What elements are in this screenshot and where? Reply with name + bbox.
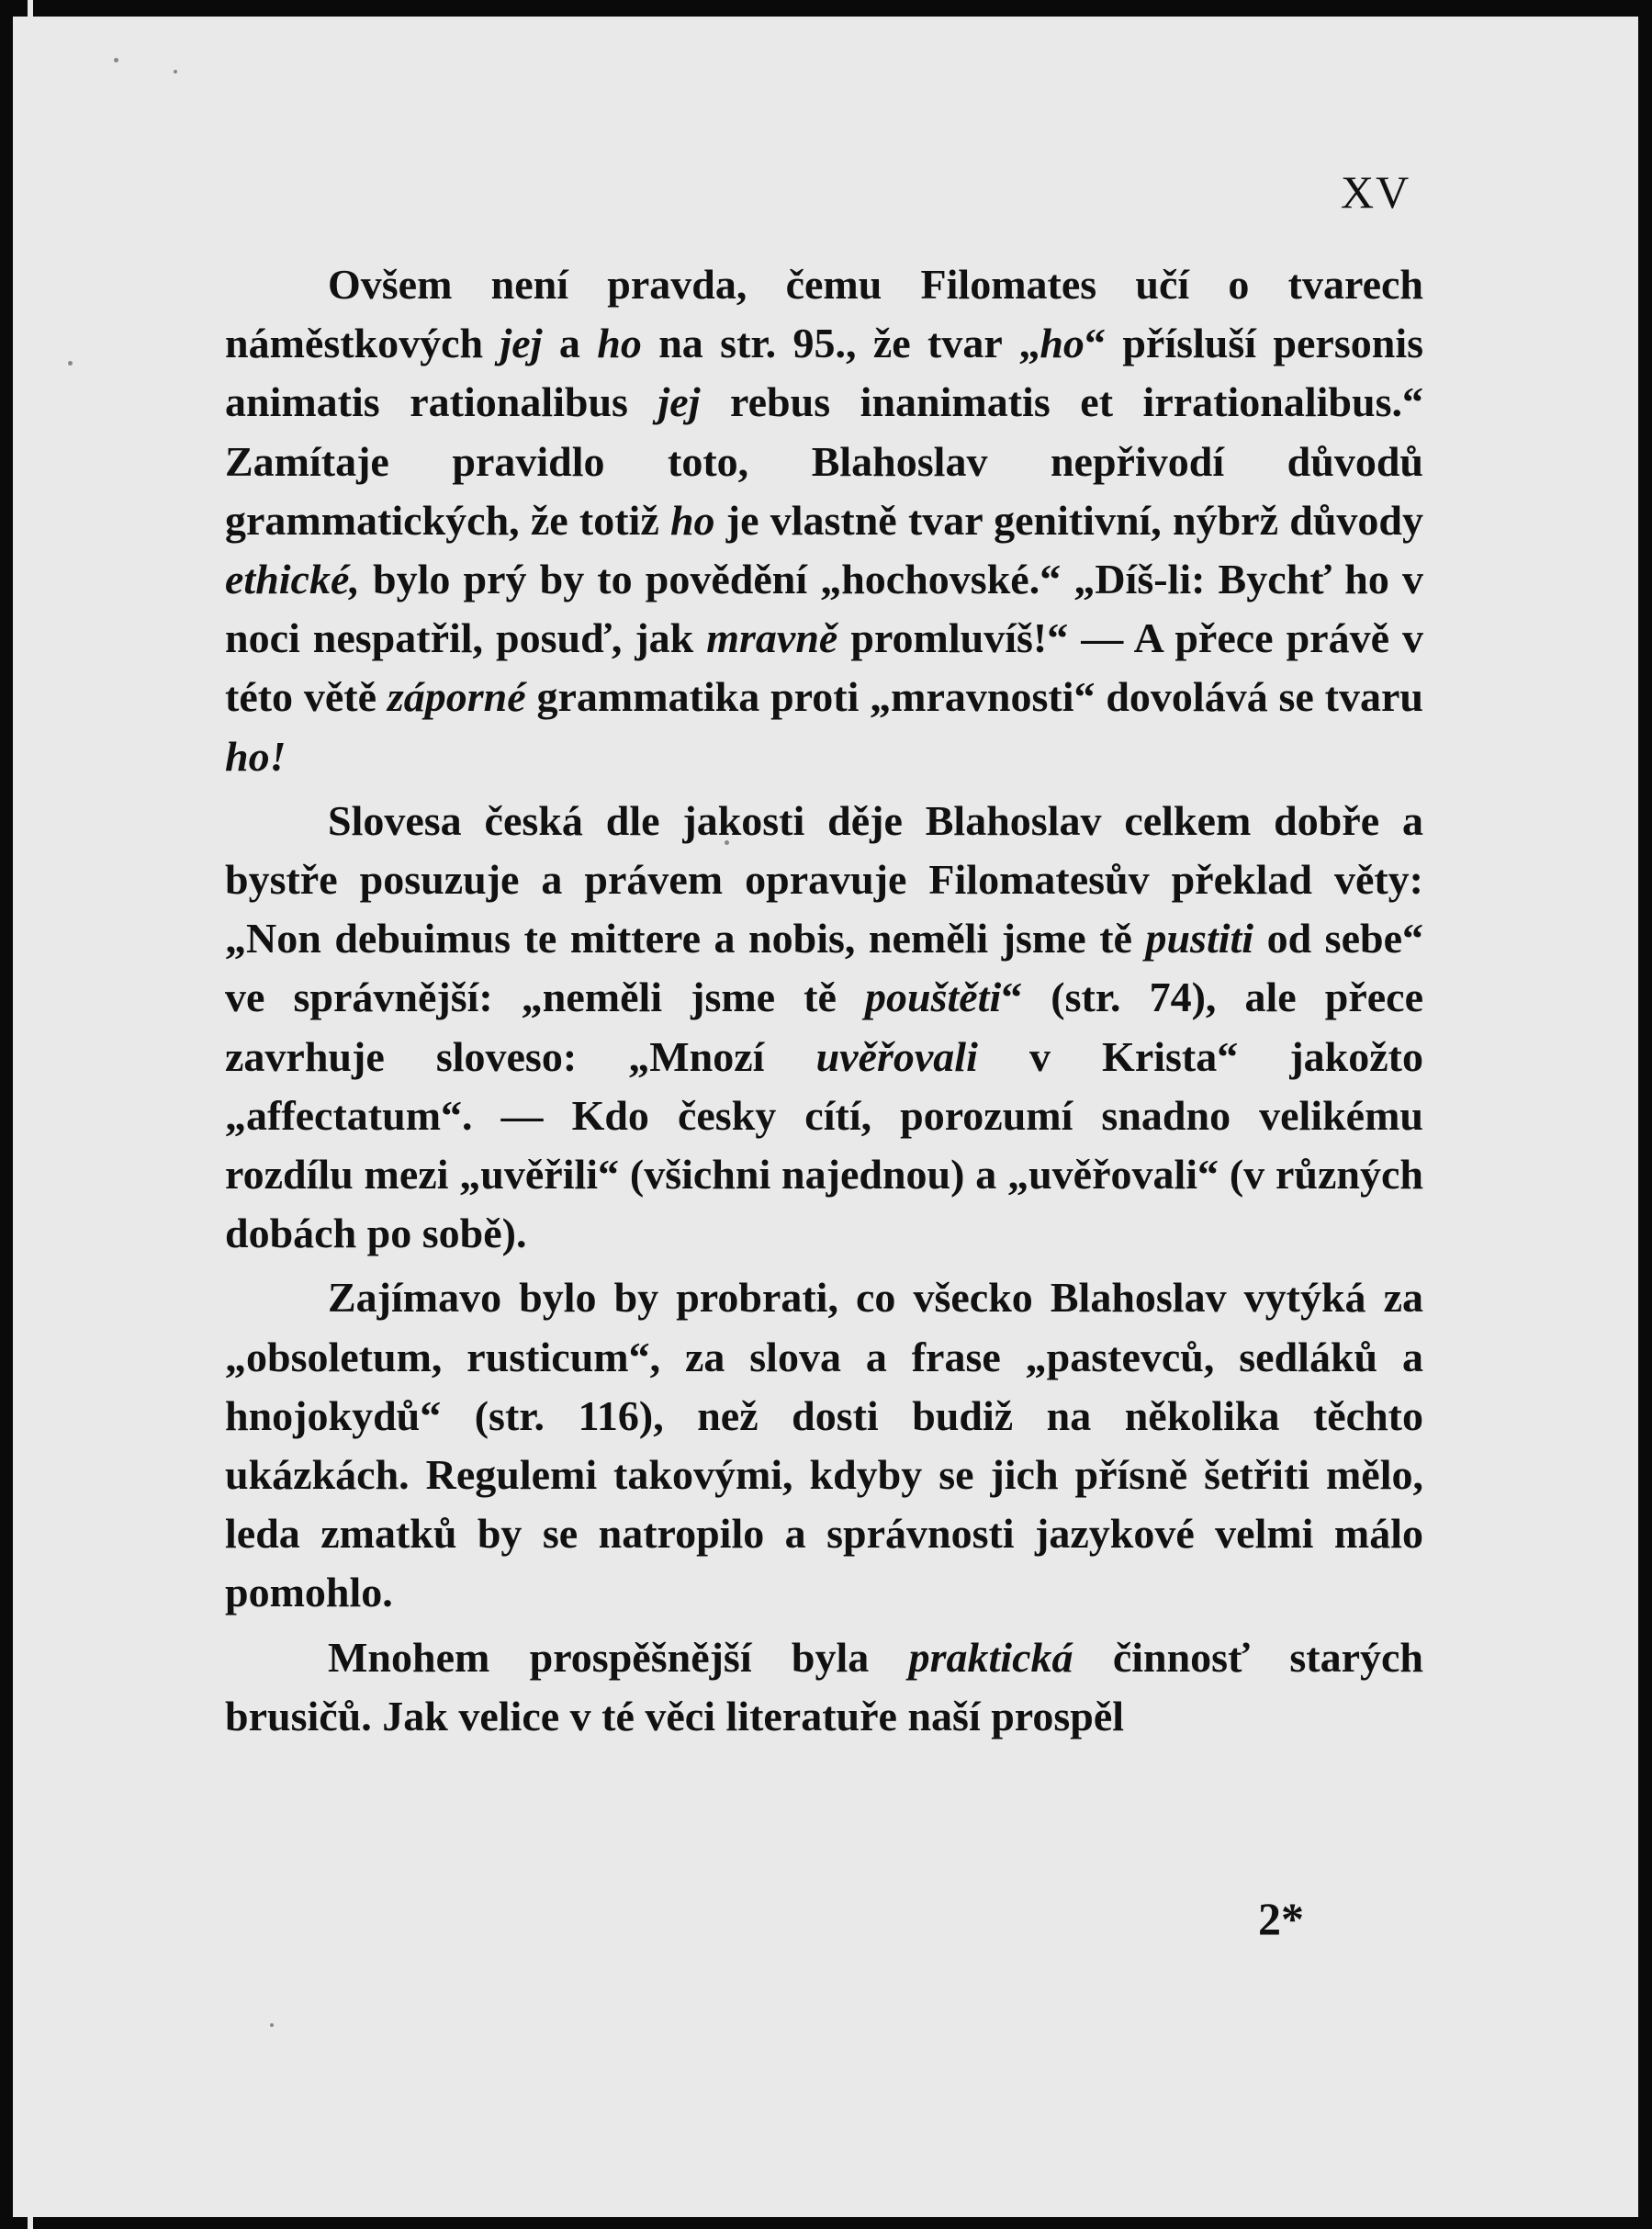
italic-text: uvěřovali	[815, 1032, 978, 1080]
text-run: a	[542, 320, 598, 367]
italic-text: jej	[657, 378, 701, 426]
paper-speck	[114, 58, 118, 62]
text-run: je vlastně tvar genitivní, nýbrž důvody	[714, 496, 1423, 544]
paragraph	[225, 255, 1423, 786]
page-number: XV	[1341, 166, 1411, 218]
paragraph	[225, 1268, 1423, 1622]
italic-text: mravně	[706, 614, 838, 662]
text-run: na str. 95., že tvar „	[641, 320, 1040, 367]
text-run: Slovesa česká dle jakosti děje Blahoslav celkem dobře a bystře posuzuje a právem opravuje Filomatesův překlad věty: „Non debuimus te mittere a nobis, neměli jsme tě	[225, 796, 1423, 963]
text-run: od sebe“ ve správnější: „neměli jsme tě	[225, 915, 1424, 1021]
paper-speck	[68, 361, 73, 366]
text-run: “ (str. 74), ale přece zavrhuje sloveso: „Mnozí	[225, 974, 1424, 1080]
paper-speck	[174, 70, 177, 73]
paper-speck	[270, 2023, 274, 2027]
body-text	[225, 255, 1423, 1751]
text-run: rebus inanimatis et irrationalibus.“ Zamítaje pravidlo toto, Blahoslav nepřivodí důvodů grammatických, že totiž	[225, 378, 1423, 544]
italic-text: ho!	[225, 732, 287, 780]
text-run: Zajímavo bylo by probrati, co všecko Blahoslav vytýká za „obsoletum, rusticum“, za slova a frase „pastevců, sedláků a hnojokydů“ (str. 116), než dosti budiž na několika těchto ukázkách. Regulemi takovými, kdyby se jich přísně šetřiti mělo, leda zmatků by se natropilo a správnosti jazykové velmi málo pomohlo.	[225, 1274, 1423, 1616]
italic-text: praktická	[908, 1633, 1073, 1681]
text-run: Ovšem není pravda, čemu Filomates učí o tvarech náměstkových	[225, 261, 1423, 367]
text-run: “ přísluší personis animatis rationalibus	[225, 320, 1423, 426]
italic-text: záporné	[387, 673, 526, 721]
printer-signature-mark: 2*	[1258, 1893, 1304, 1944]
italic-text: pouštěti	[864, 974, 1002, 1021]
text-run: v Krista“ jakožto „affectatum“. — Kdo česky cítí, porozumí snadno velikému rozdílu mezi „uvěřili“ (všichni najednou) a „uvěřovali“ (v různých dobách po sobě).	[225, 1032, 1423, 1257]
text-run: promluvíš!“ — A přece právě v této větě	[225, 614, 1423, 721]
paragraph	[225, 792, 1423, 1264]
italic-text: ho	[1040, 320, 1084, 367]
text-run: bylo prý by to povědění „hochovské.“ „Díš-li: Bychť ho v noci nespatřil, posuď, jak	[225, 556, 1423, 662]
text-run: Mnohem prospěšnější byla	[328, 1633, 909, 1681]
text-run: grammatika proti „mravnosti“ dovolává se tvaru	[525, 673, 1423, 721]
italic-text: ho	[669, 496, 715, 544]
italic-text: ho	[597, 320, 642, 367]
paragraph	[225, 1628, 1423, 1746]
text-run: činnosť starých brusičů. Jak velice v té věci literatuře naší prospěl	[225, 1633, 1423, 1739]
italic-text: jej	[500, 320, 543, 367]
italic-text: pustiti	[1145, 915, 1254, 963]
italic-text: ethické,	[225, 556, 360, 603]
